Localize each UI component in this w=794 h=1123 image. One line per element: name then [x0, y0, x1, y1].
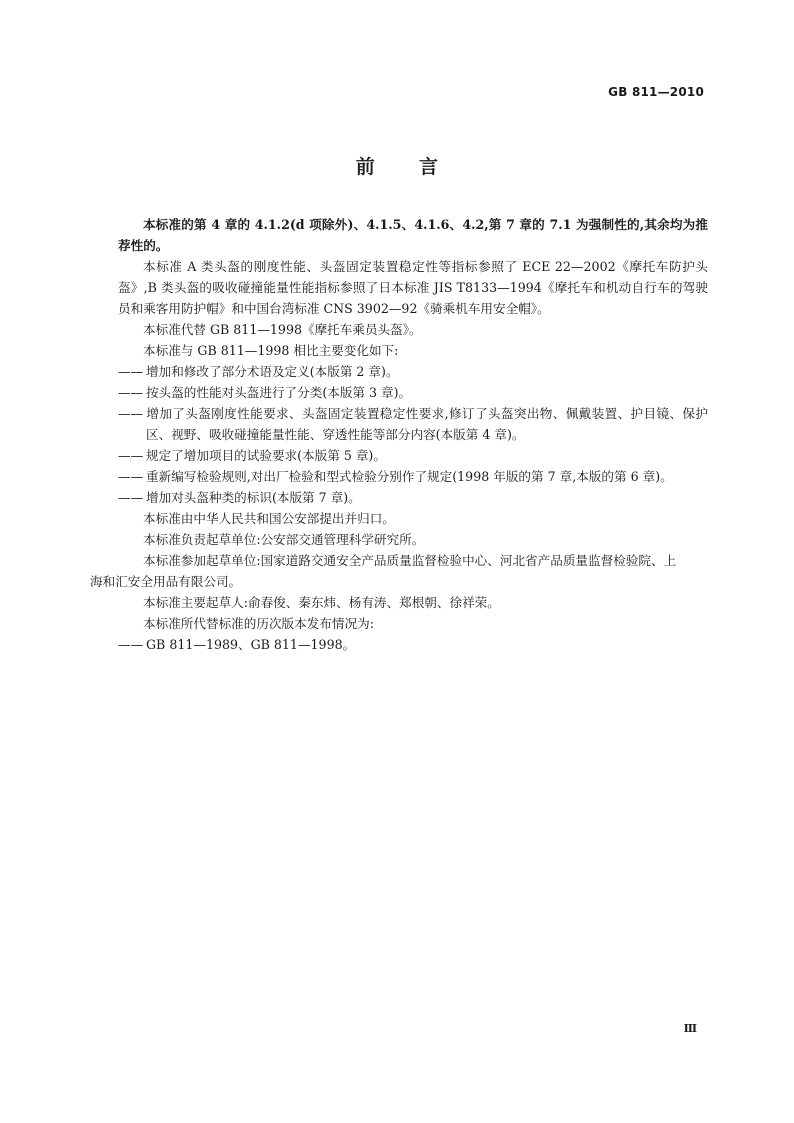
- change-item-text: 增加和修改了部分术语及定义(本版第 2 章)。: [146, 364, 399, 379]
- main-drafters-paragraph: 本标准主要起草人:俞春俊、秦东炜、杨有涛、郑根朝、徐祥荣。: [143, 595, 500, 610]
- change-item: [118, 445, 708, 466]
- dash-mark: ——: [118, 637, 144, 652]
- replacement-paragraph: 本标准代替 GB 811—1998《摩托车乘员头盔》。: [143, 322, 422, 337]
- change-item-text: 重新编写检验规则,对出厂检验和型式检验分别作了规定(1998 年版的第 7 章,本版的第 6 章)。: [146, 469, 673, 484]
- standard-number: GB 811—2010: [608, 85, 704, 99]
- changes-intro-paragraph: 本标准与 GB 811—1998 相比主要变化如下:: [143, 343, 399, 358]
- history-item: [118, 634, 708, 655]
- dash-mark: ——: [118, 364, 144, 379]
- foreword-body: [90, 214, 708, 655]
- change-item: [118, 361, 708, 382]
- history-intro-paragraph: 本标准所代替标准的历次版本发布情况为:: [143, 616, 374, 631]
- dash-mark: ——: [118, 448, 144, 463]
- participating-drafters-continuation: 海和汇安全用品有限公司。: [90, 574, 242, 589]
- history-item-text: GB 811—1989、GB 811—1998。: [146, 637, 356, 652]
- change-item-text: 规定了增加项目的试验要求(本版第 5 章)。: [146, 448, 386, 463]
- reference-standards-paragraph: 本标准 A 类头盔的刚度性能、头盔固定装置稳定性等指标参照了 ECE 22—2002《摩托车防护头盔》,B 类头盔的吸收碰撞能量性能指标参照了日本标准 JIS T8133—1994《摩托车和机动自行车的驾驶员和乘客用防护帽》和中国台湾标准 CNS 3902—92《骑乘机车用安全帽》。: [118, 259, 708, 316]
- title-char-2: 言: [419, 156, 439, 178]
- change-item: [118, 487, 708, 508]
- page-number: Ⅲ: [683, 1022, 697, 1035]
- dash-mark: ——: [118, 490, 144, 505]
- lead-drafter-paragraph: 本标准负责起草单位:公安部交通管理科学研究所。: [143, 532, 425, 547]
- dash-mark: ——: [118, 406, 144, 421]
- change-item-text: 按头盔的性能对头盔进行了分类(本版第 3 章)。: [146, 385, 412, 400]
- participating-drafters-paragraph: 本标准参加起草单位:国家道路交通安全产品质量监督检验中心、河北省产品质量监督检验院、上: [143, 553, 677, 568]
- proposer-paragraph: 本标准由中华人民共和国公安部提出并归口。: [143, 511, 395, 526]
- change-item: [118, 382, 708, 403]
- change-item-text: 增加对头盔种类的标识(本版第 7 章)。: [146, 490, 361, 505]
- title-char-1: 前: [355, 156, 375, 178]
- page-title: [0, 152, 794, 179]
- dash-mark: ——: [118, 385, 144, 400]
- dash-mark: ——: [118, 469, 144, 484]
- mandatory-clause-paragraph: 本标准的第 4 章的 4.1.2(d 项除外)、4.1.5、4.1.6、4.2,第 7 章的 7.1 为强制性的,其余均为推荐性的。: [118, 217, 708, 253]
- change-item-text: 增加了头盔刚度性能要求、头盔固定装置稳定性要求,修订了头盔突出物、佩戴装置、护目镜、保护区、视野、吸收碰撞能量性能、穿透性能等部分内容(本版第 4 章)。: [146, 406, 708, 442]
- change-item: [118, 403, 708, 445]
- change-item: [118, 466, 708, 487]
